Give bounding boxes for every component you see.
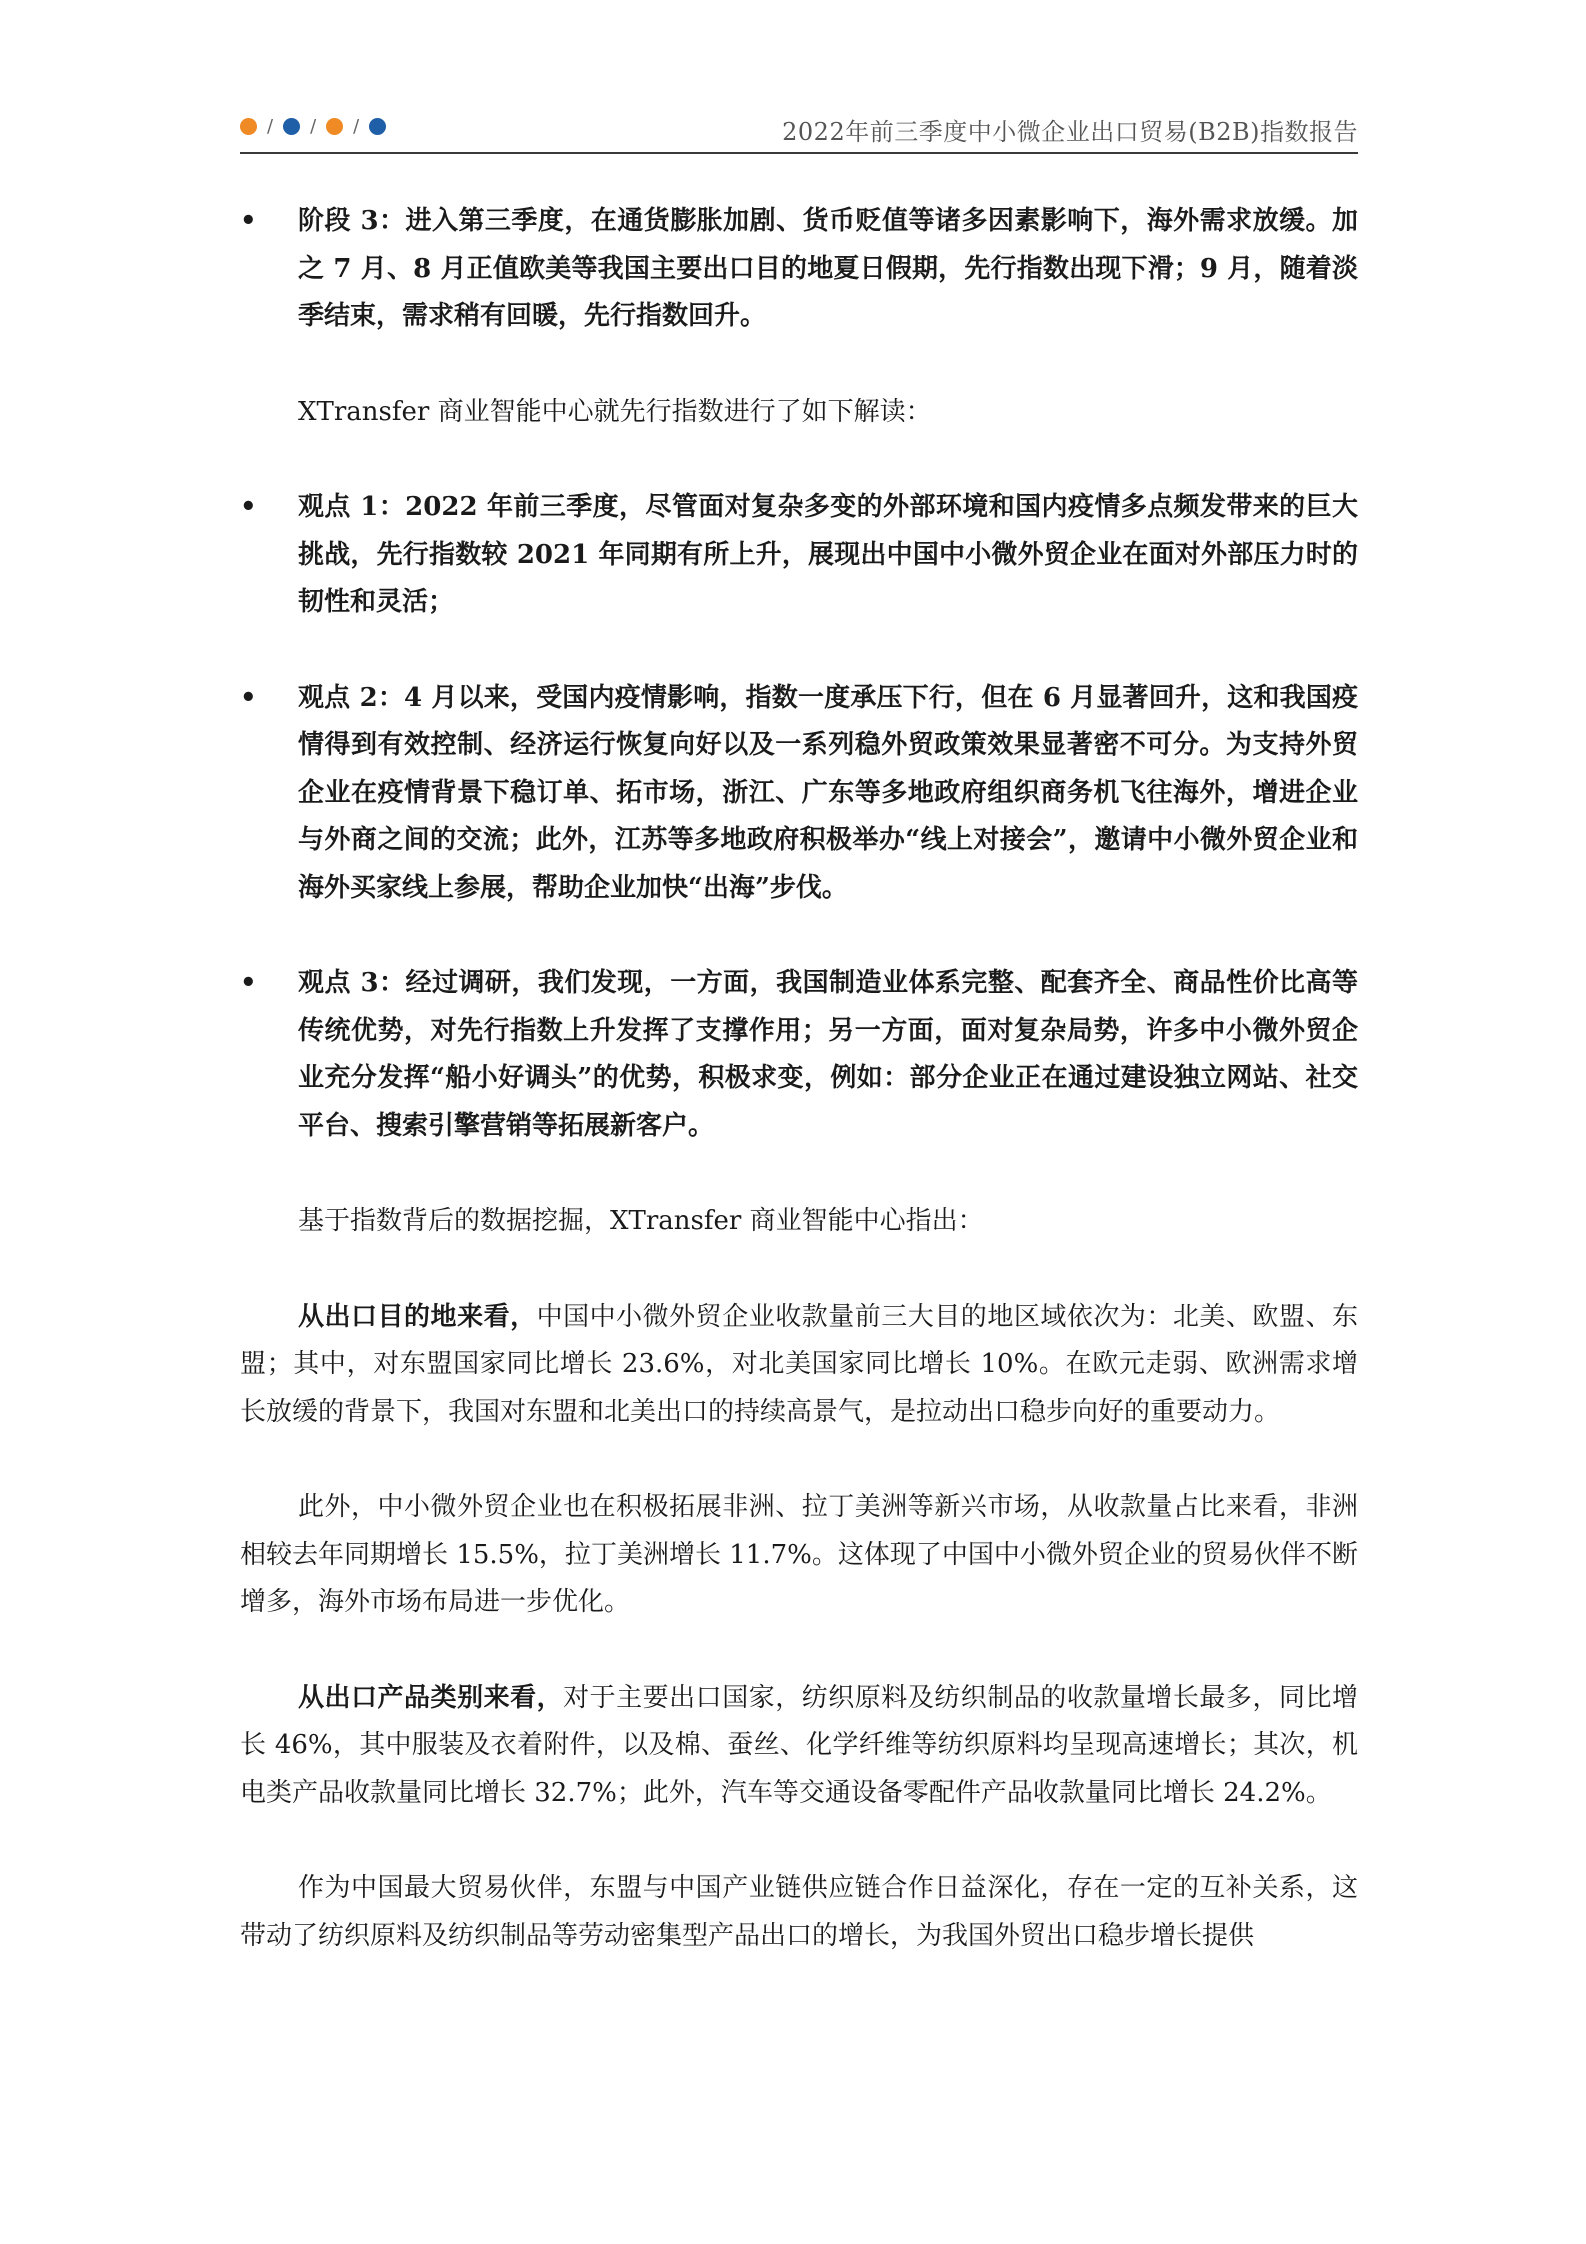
header-dots [240, 116, 386, 137]
viewpoint-2 [240, 675, 1358, 913]
paragraph-lead: 从出口产品类别来看， [298, 1682, 564, 1713]
bullet-text: 阶段 3：进入第三季度，在通货膨胀加剧、货币贬值等诸多因素影响下，海外需求放缓。加之 7 月、8 月正值欧美等我国主要出口目的地夏日假期，先行指数出现下滑；9 月，随着淡季结束，需求稍有回暖，先行指数回升。 [298, 206, 1358, 331]
bullet-text: 观点 1：2022 年前三季度，尽管面对复杂多变的外部环境和国内疫情多点频发带来的巨大挑战，先行指数较 2021 年同期有所上升，展现出中国中小微外贸企业在面对外部压力时的韧性和灵活； [298, 492, 1358, 617]
bullet-icon: • [240, 206, 257, 236]
emerging-markets-paragraph [240, 1484, 1358, 1627]
bullet-icon: • [240, 968, 257, 998]
paragraph-text: 作为中国最大贸易伙伴，东盟与中国产业链供应链合作日益深化，存在一定的互补关系，这带动了纺织原料及纺织制品等劳动密集型产品出口的增长，为我国外贸出口稳步增长提供 [240, 1873, 1358, 1951]
separator: / [267, 116, 274, 137]
separator: / [310, 116, 317, 137]
bullet-text: 观点 3：经过调研，我们发现，一方面，我国制造业体系完整、配套齐全、商品性价比高等传统优势，对先行指数上升发挥了支撑作用；另一方面，面对复杂局势，许多中小微外贸企业充分发挥“船小好调头”的优势，积极求变，例如：部分企业正在通过建设独立网站、社交平台、搜索引擎营销等拓展新客户。 [298, 968, 1358, 1141]
orange-dot-icon [240, 118, 257, 135]
stage-3-bullet [240, 198, 1358, 341]
report-title: 2022年前三季度中小微企业出口贸易(B2B)指数报告 [782, 118, 1358, 146]
interpretation-intro: XTransfer 商业智能中心就先行指数进行了如下解读： [298, 396, 932, 427]
product-category-paragraph [240, 1675, 1358, 1818]
viewpoint-1 [240, 484, 1358, 627]
separator: / [353, 116, 360, 137]
blue-dot-icon [369, 118, 386, 135]
bullet-icon: • [240, 492, 257, 522]
blue-dot-icon [283, 118, 300, 135]
data-mining-intro: 基于指数背后的数据挖掘，XTransfer 商业智能中心指出： [298, 1206, 984, 1236]
page-header [240, 108, 1358, 154]
asean-partner-paragraph [240, 1865, 1358, 1960]
viewpoint-3 [240, 960, 1358, 1150]
paragraph-text: 对于主要出口国家，纺织原料及纺织制品的收款量增长最多，同比增长 46%，其中服装及衣着附件，以及棉、蚕丝、化学纤维等纺织原料均呈现高速增长；其次，机电类产品收款量同比增长 32.7%；此外，汽车等交通设备零配件产品收款量同比增长 24.2%。 [240, 1682, 1358, 1808]
page-body [240, 198, 1358, 2008]
bullet-icon: • [240, 682, 257, 713]
paragraph-text: 此外，中小微外贸企业也在积极拓展非洲、拉丁美洲等新兴市场，从收款量占比来看，非洲相较去年同期增长 15.5%，拉丁美洲增长 11.7%。这体现了中国中小微外贸企业的贸易伙伴不断增多，海外市场布局进一步优化。 [240, 1492, 1358, 1617]
paragraph-text: 中国中小微外贸企业收款量前三大目的地区域依次为：北美、欧盟、东盟；其中，对东盟国家同比增长 23.6%，对北美国家同比增长 10%。在欧元走弱、欧洲需求增长放缓的背景下，我国对东盟和北美出口的持续高景气，是拉动出口稳步向好的重要动力。 [240, 1301, 1358, 1427]
bullet-text: 观点 2：4 月以来，受国内疫情影响，指数一度承压下行，但在 6 月显著回升，这和我国疫情得到有效控制、经济运行恢复向好以及一系列稳外贸政策效果显著密不可分。为支持外贸企业在疫情背景下稳订单、拓市场，浙江、广东等多地政府组织商务机飞往海外，增进企业与外商之间的交流；此外，江苏等多地政府积极举办“线上对接会”，邀请中小微外贸企业和海外买家线上参展，帮助企业加快“出海”步伐。 [298, 682, 1358, 903]
paragraph-lead: 从出口目的地来看， [298, 1301, 537, 1332]
export-destination-paragraph [240, 1294, 1358, 1437]
orange-dot-icon [326, 118, 343, 135]
